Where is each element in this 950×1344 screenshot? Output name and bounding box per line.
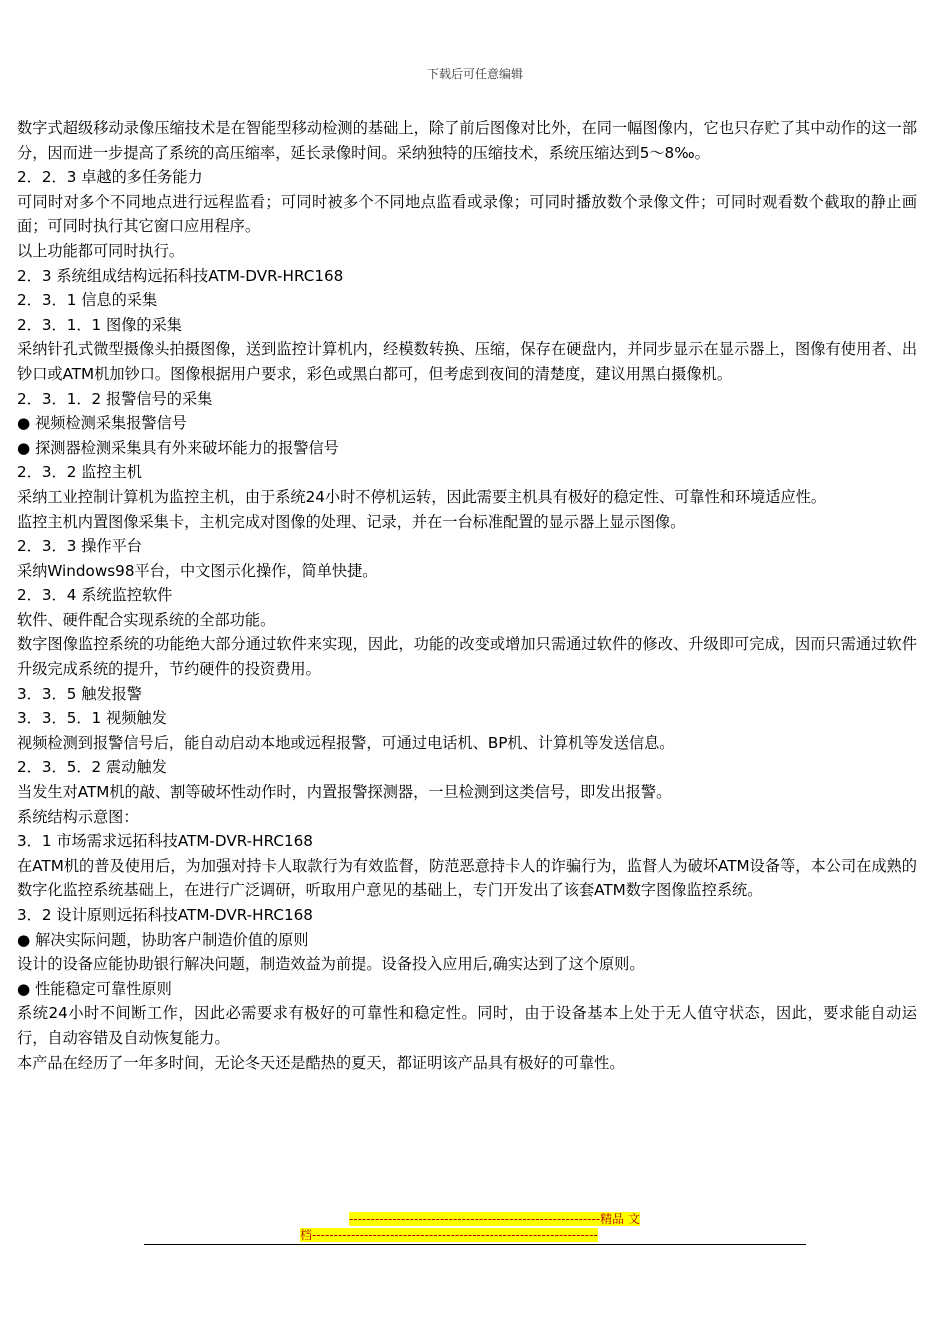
paragraph: 3．3．5 触发报警 [17,684,142,703]
paragraph: 2．3．2 监控主机 [17,463,142,482]
paragraph: ● 解决实际问题，协助客户制造价值的原则 [17,930,309,949]
paragraph: 3．2 设计原则远拓科技ATM-DVR-HRC168 [17,906,313,924]
paragraph: 采纳工业控制计算机为监控主机，由于系统24小时不停机运转，因此需要主机具有极好的稳定性、可靠性和环境适应性。 [17,487,827,506]
paragraph: 2．3．5．2 震动触发 [17,758,167,777]
paragraph: 采纳Windows98平台，中文图示化操作，简单快捷。 [17,561,378,580]
paragraph: 视频检测到报警信号后，能自动启动本地或远程报警，可通过电话机、BP机、计算机等发送信息。 [17,733,675,752]
paragraph: 2．3．1．1 图像的采集 [17,315,182,334]
paragraph: ● 性能稳定可靠性原则 [17,979,172,998]
paragraph: ● 视频检测采集报警信号 [17,414,187,433]
paragraph: 2．3．1 信息的采集 [17,291,158,310]
paragraph: 软件、硬件配合实现系统的全部功能。 [17,610,276,629]
footer-line-2: 档------------------------------------------------------------------ [300,1228,598,1242]
paragraph: 3．1 市场需求远拓科技ATM-DVR-HRC168 [17,832,313,851]
paragraph: 采纳针孔式微型摄像头拍摄图像，送到监控计算机内，经模数转换、压缩，保存在硬盘内，并同步显示在显示器上，图像有使用者、出钞口或ATM机加钞口。图像根据用户要求，彩色或黑白都可，但考虑到夜间的清楚度，建议用黑白摄像机。 [17,340,917,383]
document-body [17,116,917,1075]
paragraph: ● 探测器检测采集具有外来破坏能力的报警信号 [17,438,339,457]
footer-line-1: ----------------------------------------------------------精品 文 [349,1212,640,1226]
paragraph: 3．3．5．1 视频触发 [17,709,167,728]
paragraph: 数字式超级移动录像压缩技术是在智能型移动检测的基础上，除了前后图像对比外，在同一幅图像内，它也只存贮了其中动作的这一部分，因而进一步提高了系统的高压缩率，延长录像时间。采纳独特的压缩技术，系统压缩达到5～8‰。 [17,119,917,162]
paragraph: 当发生对ATM机的敲、割等破坏性动作时，内置报警探测器，一旦检测到这类信号，即发出报警。 [17,783,672,802]
page-footer [300,1211,650,1243]
paragraph: 系统结构示意图： [17,807,139,826]
paragraph: 2．2．3 卓越的多任务能力 [17,168,203,187]
paragraph: 2．3．4 系统监控软件 [17,586,173,605]
paragraph: 监控主机内置图像采集卡，主机完成对图像的处理、记录，并在一台标准配置的显示器上显示图像。 [17,512,686,531]
paragraph: 可同时对多个不同地点进行远程监看；可同时被多个不同地点监看或录像；可同时播放数个录像文件；可同时观看数个截取的静止画面；可同时执行其它窗口应用程序。 [17,192,917,236]
paragraph: 在ATM机的普及使用后，为加强对持卡人取款行为有效监督，防范恶意持卡人的诈骗行为，监督人为破坏ATM设备等，本公司在成熟的数字化监控系统基础上，在进行广泛调研，听取用户意见的基础上，专门开发出了该套ATM数字图像监控系统。 [17,856,917,900]
paragraph: 以上功能都可同时执行。 [17,241,185,260]
paragraph: 设计的设备应能协助银行解决问题，制造效益为前提。设备投入应用后,确实达到了这个原则。 [17,955,645,974]
paragraph: 数字图像监控系统的功能绝大部分通过软件来实现，因此，功能的改变或增加只需通过软件的修改、升级即可完成，因而只需通过软件升级完成系统的提升，节约硬件的投资费用。 [17,635,917,679]
paragraph: 系统24小时不间断工作，因此必需要求有极好的可靠性和稳定性。同时，由于设备基本上处于无人值守状态，因此，要求能自动运行，自动容错及自动恢复能力。 [17,1004,917,1047]
paragraph: 2．3．1．2 报警信号的采集 [17,389,213,408]
footer-divider [144,1244,806,1245]
page-header: 下载后可任意编辑 [426,67,523,81]
paragraph: 2．3．3 操作平台 [17,537,142,556]
paragraph: 本产品在经历了一年多时间，无论冬天还是酷热的夏天，都证明该产品具有极好的可靠性。 [17,1053,625,1072]
paragraph: 2．3 系统组成结构远拓科技ATM-DVR-HRC168 [17,266,344,285]
